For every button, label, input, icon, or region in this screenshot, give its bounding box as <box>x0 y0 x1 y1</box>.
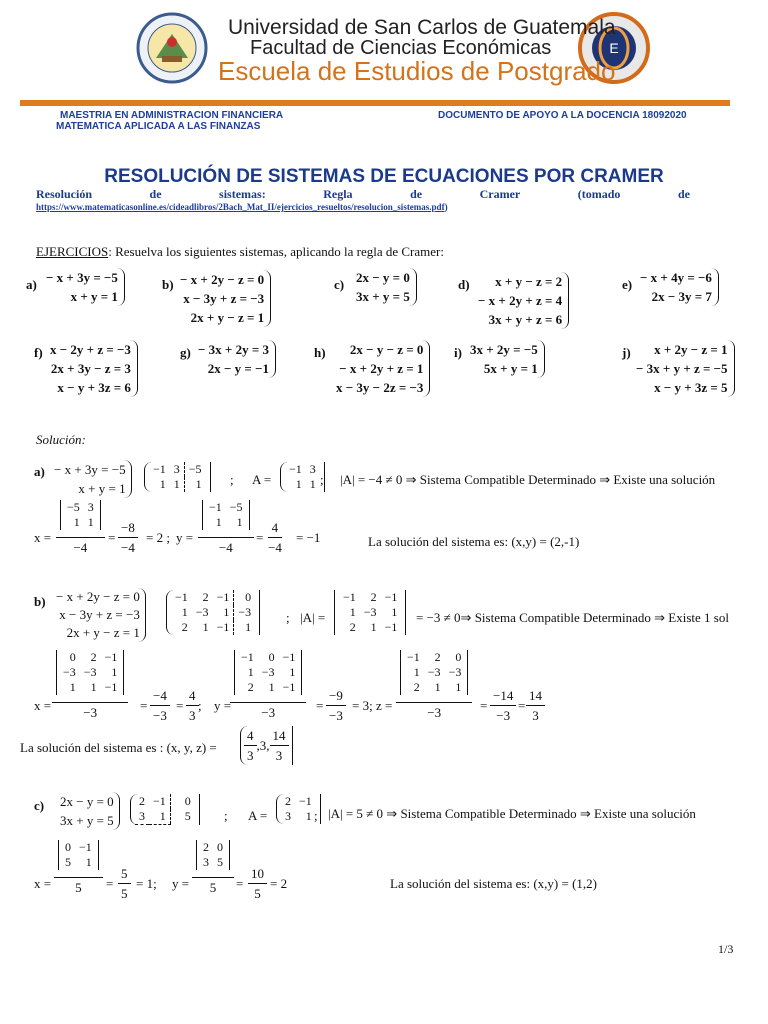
matrix-cell: 1 <box>159 477 166 491</box>
matrix-cell: 1 <box>69 680 76 694</box>
matrix-cell: 1 <box>87 515 94 529</box>
matrix-cell: −3 <box>427 665 441 679</box>
ejercicios-line <box>36 244 444 260</box>
matrix-cell: −1 <box>216 620 230 634</box>
sol-b-det-text: = −3 ≠ 0⇒ Sistema Compatible Determinado ⇒ Existe 1 sol <box>416 610 729 625</box>
equation: x + 2y − z = 1 <box>654 342 728 357</box>
sol-b-y-fraction <box>230 650 306 722</box>
sol-c-x-result: = 1; <box>136 876 157 891</box>
system-d <box>478 272 569 329</box>
matrix-cell: −1 <box>175 590 188 604</box>
sol-c-result: La solución del sistema es: (x,y) = (1,2) <box>390 876 597 891</box>
semicolon: ; <box>230 472 234 487</box>
det-A-label: |A| = <box>300 610 326 625</box>
denominator: 5 <box>121 886 128 901</box>
intro-close: ) <box>444 202 448 212</box>
equation: x − y + 3z = 6 <box>57 380 131 395</box>
matrix-cell: 2 <box>413 680 420 694</box>
numerator: 4 <box>186 686 199 706</box>
page-title: RESOLUCIÓN DE SISTEMAS DE ECUACIONES POR CRAMER <box>104 166 664 187</box>
semicolon: ; <box>286 610 290 625</box>
matrix-cell: −3 <box>195 605 209 619</box>
sol-c-y-label: y = <box>172 876 190 891</box>
system-f <box>50 340 138 397</box>
matrix-cell: 0 <box>268 650 275 664</box>
matrix-cell: 2 <box>181 620 188 634</box>
label-b: b) <box>162 277 174 292</box>
label-g: g) <box>180 345 191 360</box>
numerator: 5 <box>118 864 131 884</box>
denominator: −4 <box>268 540 282 555</box>
matrix-cell: 2 <box>203 840 209 854</box>
matrix-cell: 1 <box>391 605 398 619</box>
equation: 2x + 3y − z = 3 <box>50 361 131 376</box>
denominator: 5 <box>254 886 261 901</box>
numerator: 10 <box>248 864 267 884</box>
header-rule <box>20 100 730 106</box>
equation: x + y − z = 2 <box>495 274 563 289</box>
matrix-cell: 2 <box>370 590 377 604</box>
sol-a-y-frac2 <box>268 518 282 557</box>
sol-b-x-frac2 <box>150 686 170 725</box>
sol-a-A-label: A = <box>252 472 272 487</box>
matrix-cell: 1 <box>223 605 230 619</box>
matrix-cell: 1 <box>247 665 254 679</box>
system-i <box>470 340 545 378</box>
matrix-cell: −1 <box>153 794 166 808</box>
equation: 2x − y = 0 <box>60 794 114 809</box>
denominator: 3 <box>275 748 283 763</box>
matrix-cell: −3 <box>261 665 275 679</box>
numerator: −14 <box>490 686 516 706</box>
matrix-cell: 1 <box>202 620 209 634</box>
equation: x − y + 3z = 5 <box>654 380 728 395</box>
sol-a-augmented-matrix <box>144 462 211 492</box>
intro-word: (tomado <box>577 187 621 201</box>
equation: x + y = 1 <box>70 289 118 304</box>
label-i: i) <box>454 345 462 360</box>
denominator: −3 <box>329 708 343 723</box>
sol-b-label: b) <box>34 594 46 609</box>
denominator: 3 <box>247 748 254 763</box>
sol-a-y-result: = −1 <box>296 530 321 545</box>
ejercicios-label: EJERCICIOS <box>36 244 109 259</box>
equation: 3x + y = 5 <box>356 289 410 304</box>
equation: 2x + y − z = 1 <box>190 310 265 325</box>
matrix-cell: 1 <box>295 477 302 491</box>
university-name: Universidad de San Carlos de Guatemala <box>228 16 616 39</box>
equation: 5x + y = 1 <box>483 361 538 376</box>
matrix-cell: 3 <box>173 462 180 476</box>
matrix-cell: −5 <box>229 500 243 514</box>
numerator: −4 <box>150 686 170 706</box>
matrix-cell: 1 <box>289 665 296 679</box>
equation: 3x + y = 5 <box>60 813 114 828</box>
equals: = <box>108 530 116 545</box>
matrix-cell: −1 <box>79 840 92 854</box>
sol-b-z-fraction <box>396 650 472 722</box>
system-e <box>640 268 719 306</box>
system-c <box>356 268 417 306</box>
denominator: −3 <box>153 708 167 723</box>
matrix-cell: −5 <box>67 500 80 514</box>
equation: − x + 3y = −5 <box>46 270 118 285</box>
program-line2: MATEMATICA APLICADA A LAS FINANZAS <box>56 121 261 132</box>
equation: 2x + y − z = 1 <box>66 625 140 640</box>
matrix-cell: 3 <box>285 809 291 823</box>
matrix-cell: 1 <box>309 477 316 491</box>
matrix-cell: 1 <box>111 665 118 679</box>
equation: 2x − y = 0 <box>356 270 410 285</box>
matrix-cell: 1 <box>349 605 356 619</box>
matrix-cell: 3 <box>203 855 209 869</box>
page-number: 1/3 <box>718 942 734 956</box>
svg-text:E: E <box>609 40 619 56</box>
sol-b-x-frac3 <box>186 686 199 725</box>
matrix-cell: 1 <box>434 680 441 694</box>
matrix-cell: −3 <box>234 605 255 620</box>
label-h: h) <box>314 345 326 360</box>
university-seal-logo <box>136 12 208 84</box>
equals: = <box>176 698 184 713</box>
intro-word: sistemas: <box>219 187 266 201</box>
sol-c-det-text: |A| = 5 ≠ 0 ⇒ Sistema Compatible Determinado ⇒ Existe una solución <box>328 806 696 821</box>
intro-word: Resolución <box>36 187 93 201</box>
equation: − x + 2y − z = 0 <box>56 589 140 604</box>
matrix-cell: −1 <box>289 462 302 476</box>
equation: − x + 2y + z = 4 <box>478 293 563 308</box>
sol-c-augmented-matrix <box>130 794 200 825</box>
equation: 3x + y + z = 6 <box>488 312 563 327</box>
sol-c-A-label: A = <box>248 808 268 823</box>
sol-b-result: La solución del sistema es : (x, y, z) = <box>20 740 217 755</box>
matrix-cell: −1 <box>153 462 166 476</box>
denominator: −3 <box>427 705 442 720</box>
matrix-cell: 1 <box>90 680 97 694</box>
matrix-cell: 1 <box>236 515 243 529</box>
matrix-cell: 3 <box>135 809 149 825</box>
equals: = <box>316 698 324 713</box>
sol-c-x-fraction <box>54 840 103 897</box>
system-h <box>336 340 430 397</box>
matrix-cell: −1 <box>282 650 296 664</box>
matrix-cell: 1 <box>184 477 205 492</box>
matrix-cell: −1 <box>104 680 118 694</box>
matrix-cell: 1 <box>455 680 462 694</box>
sol-c-y-fraction <box>192 840 234 897</box>
ejercicios-text: : Resuelva los siguientes sistemas, aplicando la regla de Cramer: <box>108 244 444 259</box>
denominator: 3 <box>532 708 539 723</box>
program-line1: MAESTRIA EN ADMINISTRACION FINANCIERA <box>60 110 284 121</box>
matrix-cell: −3 <box>363 605 377 619</box>
sol-a-y-label: y = <box>176 530 194 545</box>
matrix-cell: −1 <box>384 620 398 634</box>
sol-b-z-frac3 <box>526 686 545 725</box>
intro-word: Regla <box>323 187 353 201</box>
equation: − x + 3y = −5 <box>54 462 126 477</box>
matrix-cell: −5 <box>184 462 205 477</box>
sol-b-system <box>56 588 146 642</box>
doc-id: DOCUMENTO DE APOYO A LA DOCENCIA 18092020 <box>438 110 687 121</box>
matrix-cell: 2 <box>247 680 254 694</box>
matrix-cell: 1 <box>370 620 377 634</box>
sol-b-augmented-matrix <box>166 590 260 635</box>
matrix-cell: 0 <box>69 650 76 664</box>
matrix-cell: 2 <box>202 590 209 604</box>
system-b <box>180 270 271 327</box>
equals: = <box>140 698 148 713</box>
sol-c-x-label: x = <box>34 876 52 891</box>
semicolon: ; <box>224 808 228 823</box>
label-f: f) <box>34 345 43 360</box>
matrix-cell: 1 <box>173 477 180 491</box>
matrix-cell: 2 <box>434 650 441 664</box>
denominator: 5 <box>75 880 82 895</box>
matrix-cell: 3 <box>309 462 316 476</box>
system-g <box>198 340 276 378</box>
intro-line <box>36 187 690 202</box>
sol-b-y-label: y = <box>214 698 232 713</box>
matrix-cell: −3 <box>83 665 97 679</box>
numerator: 4 <box>268 518 282 538</box>
sol-c-y-frac2 <box>248 864 267 903</box>
matrix-cell: −3 <box>448 665 462 679</box>
matrix-cell: 2 <box>349 620 356 634</box>
equation: 3x + 2y = −5 <box>470 342 538 357</box>
equals: = <box>256 530 264 545</box>
matrix-cell: 1 <box>73 515 80 529</box>
matrix-cell: −1 <box>299 794 312 808</box>
matrix-cell: 1 <box>268 680 275 694</box>
sol-a-x-fraction <box>56 500 105 557</box>
equation: x − 3y + z = −3 <box>183 291 265 306</box>
matrix-cell: −1 <box>241 650 254 664</box>
matrix-cell: −1 <box>282 680 296 694</box>
label-d: d) <box>458 277 470 292</box>
matrix-cell: 0 <box>455 650 462 664</box>
denominator: 5 <box>209 880 217 895</box>
matrix-cell: −1 <box>216 590 230 604</box>
system-j <box>636 340 735 397</box>
denominator: −3 <box>261 705 276 720</box>
equation: − 3x + y + z = −5 <box>636 361 728 376</box>
matrix-cell: 1 <box>413 665 420 679</box>
equals: = <box>518 698 526 713</box>
equals: = <box>480 698 488 713</box>
label-c: c) <box>334 277 345 292</box>
denominator: −3 <box>83 705 98 720</box>
numerator: −9 <box>326 686 346 706</box>
label-a: a) <box>26 277 37 292</box>
intro-word: de <box>149 187 162 201</box>
matrix-cell: 2 <box>285 794 291 808</box>
sol-c-system <box>60 792 120 830</box>
denominator: −3 <box>496 708 511 723</box>
matrix-cell: −1 <box>384 590 398 604</box>
sol-a-det-text: |A| = −4 ≠ 0 ⇒ Sistema Compatible Determinado ⇒ Existe una solución <box>340 472 716 487</box>
sol-a-x-frac2 <box>118 518 138 557</box>
label-j: j) <box>622 345 631 360</box>
matrix-cell: 0 <box>234 590 255 605</box>
matrix-cell: −1 <box>209 500 222 514</box>
sol-b-x-label: x = <box>34 698 52 713</box>
intro-word: de <box>677 187 690 201</box>
equation: 2x − y − z = 0 <box>349 342 424 357</box>
matrix-cell: 3 <box>87 500 94 514</box>
sol-a-x-result: = 2 ; <box>146 530 170 545</box>
sol-b-x-fraction <box>52 650 128 722</box>
label-e: e) <box>622 277 633 292</box>
numerator: 14 <box>526 686 545 706</box>
semicolon: ; <box>198 698 202 713</box>
matrix-cell: 5 <box>217 855 223 869</box>
denominator: −4 <box>121 540 135 555</box>
sol-c-x-frac2 <box>118 864 131 903</box>
matrix-cell: 1 <box>215 515 222 529</box>
system-a <box>46 268 125 306</box>
sol-b-z-frac2 <box>490 686 516 725</box>
matrix-cell: −3 <box>63 665 76 679</box>
sol-c-y-result: = 2 <box>270 876 288 891</box>
matrix-cell: 0 <box>65 840 71 854</box>
equals: = <box>106 876 114 891</box>
sol-b-det-matrix <box>334 590 406 635</box>
matrix-cell: 1 <box>149 809 170 825</box>
equation: − 3x + 2y = 3 <box>198 342 269 357</box>
intro-word: Cramer <box>479 187 521 201</box>
matrix-cell: −1 <box>343 590 356 604</box>
matrix-cell: 0 <box>170 794 195 809</box>
sol-a-A-matrix <box>280 462 325 492</box>
matrix-cell: −1 <box>104 650 118 664</box>
result-middle: ,3, <box>256 738 270 753</box>
matrix-cell: −1 <box>407 650 420 664</box>
equation: − x + 4y = −6 <box>640 270 712 285</box>
matrix-cell: 1 <box>234 620 255 635</box>
equation: − x + 2y − z = 0 <box>180 272 265 287</box>
equals: = <box>236 876 244 891</box>
matrix-cell: 5 <box>65 855 71 869</box>
school-name: Escuela de Estudios de Postgrado <box>218 56 616 86</box>
matrix-cell: 1 <box>85 855 92 869</box>
denominator: −4 <box>73 540 88 555</box>
faculty-name: Facultad de Ciencias Económicas <box>250 37 552 59</box>
semicolon: ; <box>320 472 324 487</box>
matrix-cell: 0 <box>217 840 223 854</box>
matrix-cell: 1 <box>305 809 312 823</box>
sol-b-y-result: = 3; z = <box>352 698 393 713</box>
sol-a-label: a) <box>34 464 45 479</box>
sol-a-x-label: x = <box>34 530 52 545</box>
equation: x − 2y + z = −3 <box>50 342 131 357</box>
matrix-cell: 1 <box>181 605 188 619</box>
source-link-line <box>36 202 448 212</box>
matrix-cell: 2 <box>139 794 145 808</box>
sol-c-label: c) <box>34 798 45 813</box>
semicolon: ; <box>314 808 318 823</box>
numerator: −8 <box>118 518 138 538</box>
numerator: 4 <box>244 726 257 746</box>
denominator: 3 <box>189 708 196 723</box>
sol-b-result-vector <box>240 726 293 765</box>
equation: 2x − y = −1 <box>207 361 269 376</box>
equation: x + y = 1 <box>78 481 126 496</box>
denominator: −4 <box>218 540 233 555</box>
numerator: 14 <box>270 726 289 746</box>
solucion-label: Solución: <box>36 432 86 447</box>
matrix-cell: 2 <box>90 650 97 664</box>
equation: − x + 2y + z = 1 <box>339 361 424 376</box>
equation: x − 3y + z = −3 <box>59 607 140 622</box>
equation: x − 3y − 2z = −3 <box>336 380 424 395</box>
sol-a-result: La solución del sistema es: (x,y) = (2,-1) <box>368 534 580 549</box>
sol-b-y-frac2 <box>326 686 346 725</box>
equation: 2x − 3y = 7 <box>651 289 712 304</box>
sol-a-y-fraction <box>198 500 254 557</box>
intro-word: de <box>410 187 423 201</box>
source-link[interactable]: https://www.matematicasonline.es/cideadlibros/2Bach_Mat_II/ejercicios_resueltos/resolucion_sistemas.pdf <box>36 202 445 212</box>
sol-a-system <box>54 460 132 498</box>
matrix-cell: 5 <box>170 809 195 825</box>
